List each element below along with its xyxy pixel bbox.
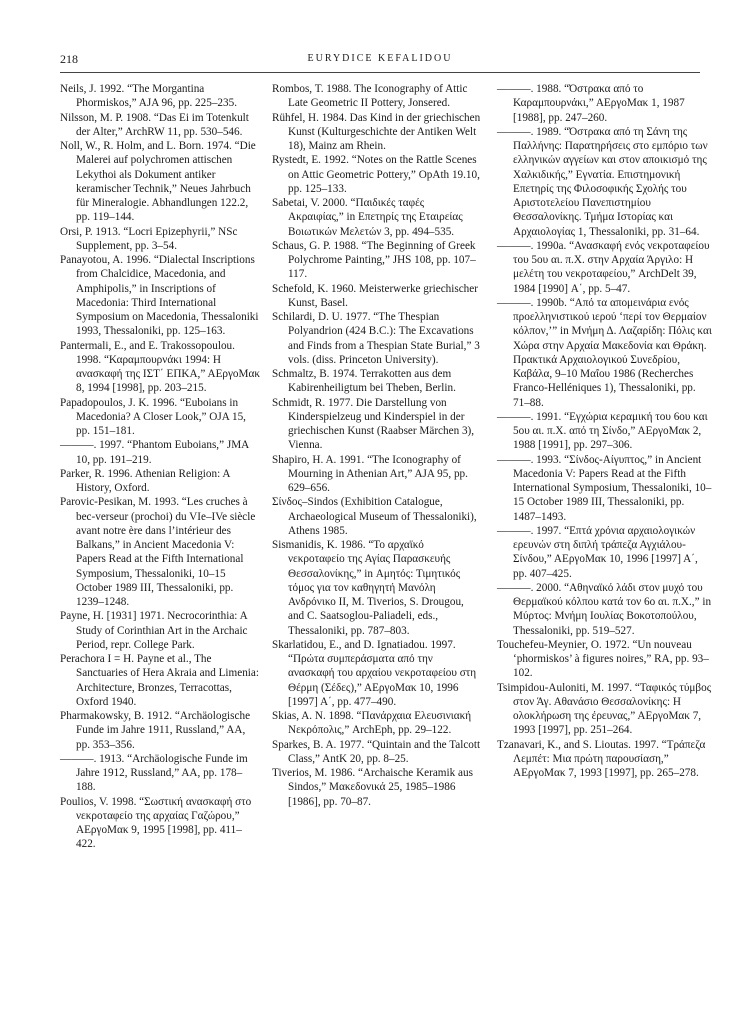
bibliography-entry: Touchefeu-Meynier, O. 1972. “Un nouveau ‘phormiskos’ à figures noires,” RA, pp. 93–102. xyxy=(497,638,709,680)
bibliography-entry: Papadopoulos, J. K. 1996. “Euboians in Macedonia? A Closer Look,” OJA 15, pp. 151–181. xyxy=(60,396,246,437)
bibliography-entry: Perachora I = H. Payne et al., The Sanctuaries of Hera Akraia and Limenia: Architecture, Bronzes, Terracottas, Oxford 1940. xyxy=(60,653,259,708)
bibliography-entry: Rombos, T. 1988. The Iconography of Attic Late Geometric II Pottery, Jonsered. xyxy=(272,83,468,110)
page-number: 218 xyxy=(60,52,78,66)
bibliography-entry: ———. 1988. “Όστρακα από το Καραμπουρνάκι,” ΑΕργοΜακ 1, 1987 [1988], pp. 247–260. xyxy=(497,83,685,124)
bibliography-entry: Sismanidis, K. 1986. “Το αρχαϊκό νεκροταφείο της Αγίας Παρασκευής Θεσσαλονίκης,” in Αμητός: Τιμητικός τόμος για τον καθηγητή Μανόλη Ανδρόνικο II, M. Tiverios, S. Drougou, and C. Saatsoglou-Paliadeli, eds., Thessaloniki, pp. 787–803. xyxy=(272,539,464,637)
bibliography-entry: Parker, R. 1996. Athenian Religion: A History, Oxford. xyxy=(60,467,230,494)
bibliography-entry: ———. 1993. “Σίνδος-Αίγυπτος,” in Ancient Macedonia V: Papers Read at the Fifth International Symposium, Thessaloniki, 10–15 October 1989 III, Thessaloniki, pp. 1487–1493. xyxy=(497,453,712,523)
bibliography-entry: Pantermali, E., and E. Trakossopoulou. 1998. “Καραμπουρνάκι 1994: Η ανασκαφή της ΙΣΤ΄ ΕΠΚΑ,” ΑΕργοΜακ 8, 1994 [1998], pp. 203–215. xyxy=(60,339,260,395)
bibliography-entry: Skarlatidou, E., and D. Ignatiadou. 1997. “Πρώτα συμπεράσματα από την ανασκαφή του αρχαίου νεκροταφείου στη Θέρμη (Σέδες),” ΑΕργοΜακ 10, 1996 [1997] Α΄, pp. 477–490. xyxy=(272,638,477,708)
bibliography-entry: Pharmakowsky, B. 1912. “Archäologische Funde im Jahre 1911, Russland,” AA, pp. 353–356. xyxy=(60,710,251,751)
bibliography-entry: Nilsson, M. P. 1908. “Das Ei im Totenkult der Alter,” ArchRW 11, pp. 530–546. xyxy=(60,111,249,138)
bibliography-entry: Skias, A. N. 1898. “Πανάρχαια Ελευσινιακή Νεκρόπολις,” ArchEph, pp. 29–122. xyxy=(272,710,472,737)
bibliography-entry: Parovic-Pesikan, M. 1993. “Les cruches à bec-verseur (prochoi) du VIe–IVe siècle avant notre ère dans l’intérieur des Balkans,” in Ancient Macedonia V: Papers Read at the Fifth International Symposium, Thessaloniki, 10–15 October 1989 III, Thessaloniki, pp. 1239–1248. xyxy=(60,496,256,608)
bibliography-entry: ———. 1913. “Archäologische Funde im Jahre 1912, Russland,” AA, pp. 178–188. xyxy=(60,752,248,794)
bibliography-entry: Σίνδος–Sindos (Exhibition Catalogue, Archaeological Museum of Thessaloniki), Athens 1985. xyxy=(272,496,477,537)
bibliography-column-1 xyxy=(60,82,260,852)
bibliography-entry: Tiverios, M. 1986. “Archaische Keramik aus Sindos,” Μακεδονικά 25, 1985–1986 [1986], pp. 70–87. xyxy=(272,767,473,808)
bibliography-entry: ———. 1989. “Όστρακα από τη Σάνη της Παλλήνης: Παρατηρήσεις στο εμπόριο των ελληνικών αγγείων και στον αποικισμό της Χαλκιδικής,” Εγνατία. Επιστημονική Επετηρίς της Φιλοσοφικής Σχολής του Αριστοτελείου Πανεπιστημίου Θεσσαλονίκης. Τμήμα Ιστορίας και Αρχαιολογίας 1, Thessaloniki, pp. 31–64. xyxy=(497,125,708,238)
bibliography-entry: Rühfel, H. 1984. Das Kind in der griechischen Kunst (Kulturgeschichte der Antiken Welt 18), Mainz am Rhein. xyxy=(272,111,481,152)
bibliography-entry: Sparkes, B. A. 1977. “Quintain and the Talcott Class,” AntK 20, pp. 8–25. xyxy=(272,738,481,765)
bibliography-entry: ———. 1997. “Επτά χρόνια αρχαιολογικών ερευνών στη διπλή τράπεζα Αγχιάλου-Σίνδου,” ΑΕργοΜακ 10, 1996 [1997] Α΄, pp. 407–425. xyxy=(497,524,698,580)
bibliography-column-2 xyxy=(272,82,482,809)
bibliography-entry: Neils, J. 1992. “The Morgantina Phormiskos,” AJA 96, pp. 225–235. xyxy=(60,83,237,110)
page-header xyxy=(60,52,700,73)
bibliography-entry: ———. 2000. “Αθηναϊκό λάδι στον μυχό του Θερμαϊκού κόλπου κατά τον 6ο αι. π.Χ.,” in Μύρτος: Μνήμη Ιουλίας Βοκοτοπούλου, Thessaloniki, pp. 519–527. xyxy=(497,581,712,637)
bibliography-entry: Shapiro, H. A. 1991. “The Iconography of Mourning in Athenian Art,” AJA 95, pp. 629–656. xyxy=(272,453,468,494)
bibliography-entry: Noll, W., R. Holm, and L. Born. 1974. “Die Malerei auf polychromen attischen Lekythoi als Dokument antiker keramischer Technik,” Neues Jahrbuch für Mineralogie. Abhandlungen 122.2, pp. 119–144. xyxy=(60,140,256,224)
bibliography-entry: Payne, H. [1931] 1971. Necrocorinthia: A Study of Corinthian Art in the Archaic Period, repr. College Park. xyxy=(60,610,248,651)
bibliography-entry: Panayotou, A. 1996. “Dialectal Inscriptions from Chalcidice, Macedonia, and Amphipolis,” in Inscriptions of Macedonia: Third International Symposium on Macedonia, Thessaloniki 1993, Thessaloniki, pp. 125–163. xyxy=(60,254,259,338)
bibliography-entry: ———. 1990b. “Από τα απομεινάρια ενός προελληνιστικού ιερού ‘περί τον Θερμαίον κόλπον,’” in Μνήμη Δ. Λαζαρίδη: Πόλις και Χώρα στην Αρχαία Μακεδονία και Θράκη. Πρακτικά Αρχαιολογικού Συνεδρίου, Καβάλα, 9–10 Μαΐου 1986 (Recherches Franco-Helléniques 1), Thessaloniki, pp. 71–88. xyxy=(497,296,712,409)
bibliography-entry: Rystedt, E. 1992. “Notes on the Rattle Scenes on Attic Geometric Pottery,” OpAth 19.10, pp. 125–133. xyxy=(272,154,480,195)
bibliography-entry: Schaus, G. P. 1988. “The Beginning of Greek Polychrome Painting,” JHS 108, pp. 107–117. xyxy=(272,239,476,281)
bibliography-entry: Schmidt, R. 1977. Die Darstellung von Kinderspielzeug und Kinderspiel in der griechischen Kunst (Raabser Märchen 3), Vienna. xyxy=(272,396,475,452)
bibliography-entry: Poulios, V. 1998. “Σωστική ανασκαφή στο νεκροταφείο της αρχαίας Γαζώρου,” ΑΕργοΜακ 9, 1995 [1998], pp. 411–422. xyxy=(60,795,252,851)
bibliography-entry: Schefold, K. 1960. Meisterwerke griechischer Kunst, Basel. xyxy=(272,282,478,309)
bibliography-entry: ———. 1991. “Εγχώρια κεραμική του 6ου και 5ου αι. π.Χ. από τη Σίνδο,” ΑΕργοΜακ 2, 1988 [1991], pp. 297–306. xyxy=(497,410,708,452)
running-head: EURYDICE KEFALIDOU xyxy=(307,53,453,64)
bibliography-entry: Orsi, P. 1913. “Locri Epizephyrii,” NSc Supplement, pp. 3–54. xyxy=(60,225,238,252)
bibliography-entry: Schmaltz, B. 1974. Terrakotten aus dem Kabirenheiligtum bei Theben, Berlin. xyxy=(272,368,456,395)
bibliography-entry: Sabetai, V. 2000. “Παιδικές ταφές Ακραιφίας,” in Επετηρίς της Εταιρείας Βοιωτικών Μελετών 3, pp. 494–535. xyxy=(272,197,463,238)
bibliography-entry: Tsimpidou-Auloniti, M. 1997. “Ταφικός τύμβος στον Άγ. Αθανάσιο Θεσσαλονίκης: Η ολοκλήρωση της έρευνας,” ΑΕργοΜακ 7, 1993 [1997], pp. 251–264. xyxy=(497,681,712,737)
bibliography-column-3 xyxy=(497,82,712,780)
bibliography-entry: ———. 1990a. “Ανασκαφή ενός νεκροταφείου του 5ου αι. π.Χ. στην Αρχαία Άργιλο: Η μελέτη του νεκροταφείου,” ArchDelt 39, 1984 [1990] Α΄, pp. 5–47. xyxy=(497,239,710,295)
bibliography-entry: ———. 1997. “Phantom Euboians,” JMA 10, pp. 191–219. xyxy=(60,439,249,466)
bibliography-entry: Tzanavari, K., and S. Lioutas. 1997. “Τράπεζα Λεμπέτ: Μια πρώτη παρουσίαση,” ΑΕργοΜακ 7, 1993 [1997], pp. 265–278. xyxy=(497,738,706,779)
bibliography-entry: Schilardi, D. U. 1977. “The Thespian Polyandrion (424 B.C.): The Excavations and Finds from a Thespian State Burial,” 3 vols. (diss. Princeton University). xyxy=(272,311,480,366)
